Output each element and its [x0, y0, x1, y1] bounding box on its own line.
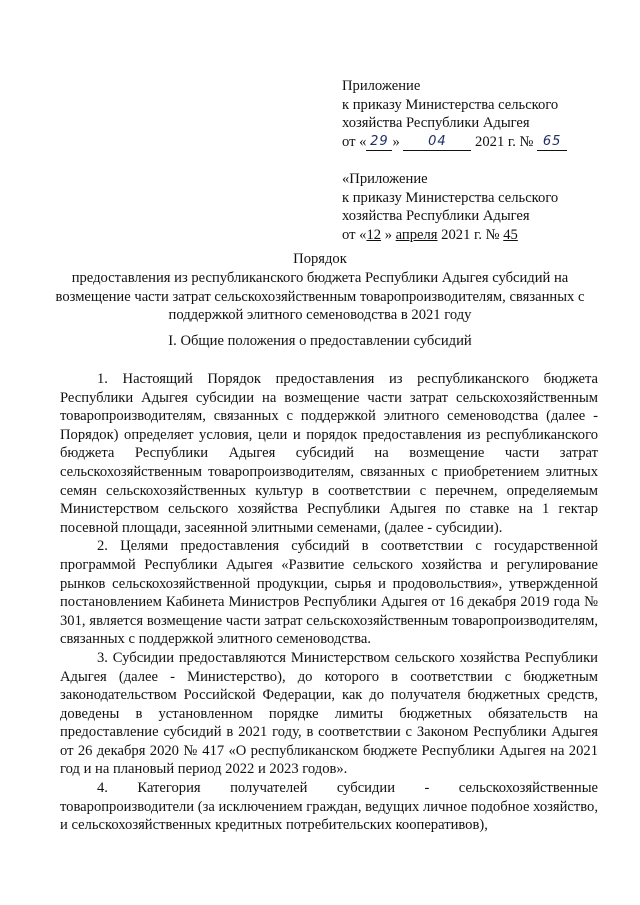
header-line: хозяйства Республики Адыгея — [342, 115, 530, 132]
date-prefix: от « — [342, 133, 367, 150]
header-line: к приказу Министерства сельского — [342, 96, 559, 113]
header-date-line — [342, 133, 567, 152]
paragraph-3: 3. Субсидии предоставляются Министерством сельского хозяйства Республики Адыгея (далее - Министерство), до которого в соответствии с бюджетным законодательством Российской Федерации, как до получателя бюджетных средств, доведены в установленном порядке лимиты бюджетных обязательств на предоставление субсидий в 2021 году, в соответствии с Законом Республики Адыгея от 26 декабря 2020 № 417 «О республиканском бюджете Республики Адыгея на 2021 год и на плановый период 2022 и 2023 годов». — [60, 649, 598, 778]
number: 45 — [503, 226, 518, 243]
header-line: Приложение — [342, 78, 421, 94]
handwritten-day: 29 — [366, 134, 392, 151]
document-body — [60, 370, 598, 835]
month: апреля — [395, 226, 438, 243]
section-heading: I. Общие положения о предоставлении субсидий — [168, 333, 472, 349]
handwritten-month: 04 — [403, 134, 471, 151]
paragraph-4: 4. Категория получателей субсидии - сельскохозяйственные товаропроизводители (за исключением граждан, ведущих личное подобное хозяйство, и сельскохозяйственных кредитных потребительских кооперативов), — [60, 780, 598, 834]
quote-close: » — [384, 226, 392, 243]
handwritten-number: 65 — [537, 134, 567, 151]
quoted-approval-header — [342, 170, 558, 244]
approval-header — [342, 77, 567, 151]
quote-close: » — [392, 133, 400, 150]
year-text: 2021 г. № — [475, 133, 534, 150]
header-line: «Приложение — [342, 171, 428, 187]
paragraph-1: 1. Настоящий Порядок предоставления из республиканского бюджета Республики Адыгея субсидии на возмещение части затрат сельскохозяйственным товаропроизводителям, связанных с поддержкой элитного семеноводства (далее - Порядок) определяет условия, цели и порядок предоставления из республиканского бюджета Республики Адыгея субсидий на возмещение части затрат сельскохозяйственным товаропроизводителям, связанных с приобретением элитных семян сельскохозяйственных культур в соответствии с перечнем, определяемым Министерством сельского хозяйства Республики Адыгея по ставке на 1 гектар посевной площади, засеянной элитными семенами, (далее - субсидии). — [60, 371, 598, 536]
header-line: к приказу Министерства сельского — [342, 189, 559, 206]
day: 12 — [366, 226, 382, 243]
paragraph-2: 2. Целями предоставления субсидий в соответствии с государственной программой Республики Адыгея «Развитие сельского хозяйства и регулирование рынков сельскохозяйственной продукции, сырья и продовольствия», утвержденной постановлением Кабинета Министров Республики Адыгея от 16 декабря 2019 года № 301, является возмещение части затрат сельскохозяйственным товаропроизводителям, связанных с поддержкой элитного семеноводства. — [60, 538, 598, 648]
document-subtitle: предоставления из республиканского бюджета Республики Адыгея субсидий на возмещение части затрат сельскохозяйственным товаропроизводителям, связанных с поддержкой элитного семеноводства в 2021 году — [55, 270, 585, 324]
header-line: хозяйства Республики Адыгея — [342, 208, 530, 225]
header-date-line — [342, 226, 558, 245]
date-prefix: от « — [342, 226, 367, 243]
year-text: 2021 г. № — [441, 226, 500, 243]
document-title: Порядок — [293, 251, 347, 267]
